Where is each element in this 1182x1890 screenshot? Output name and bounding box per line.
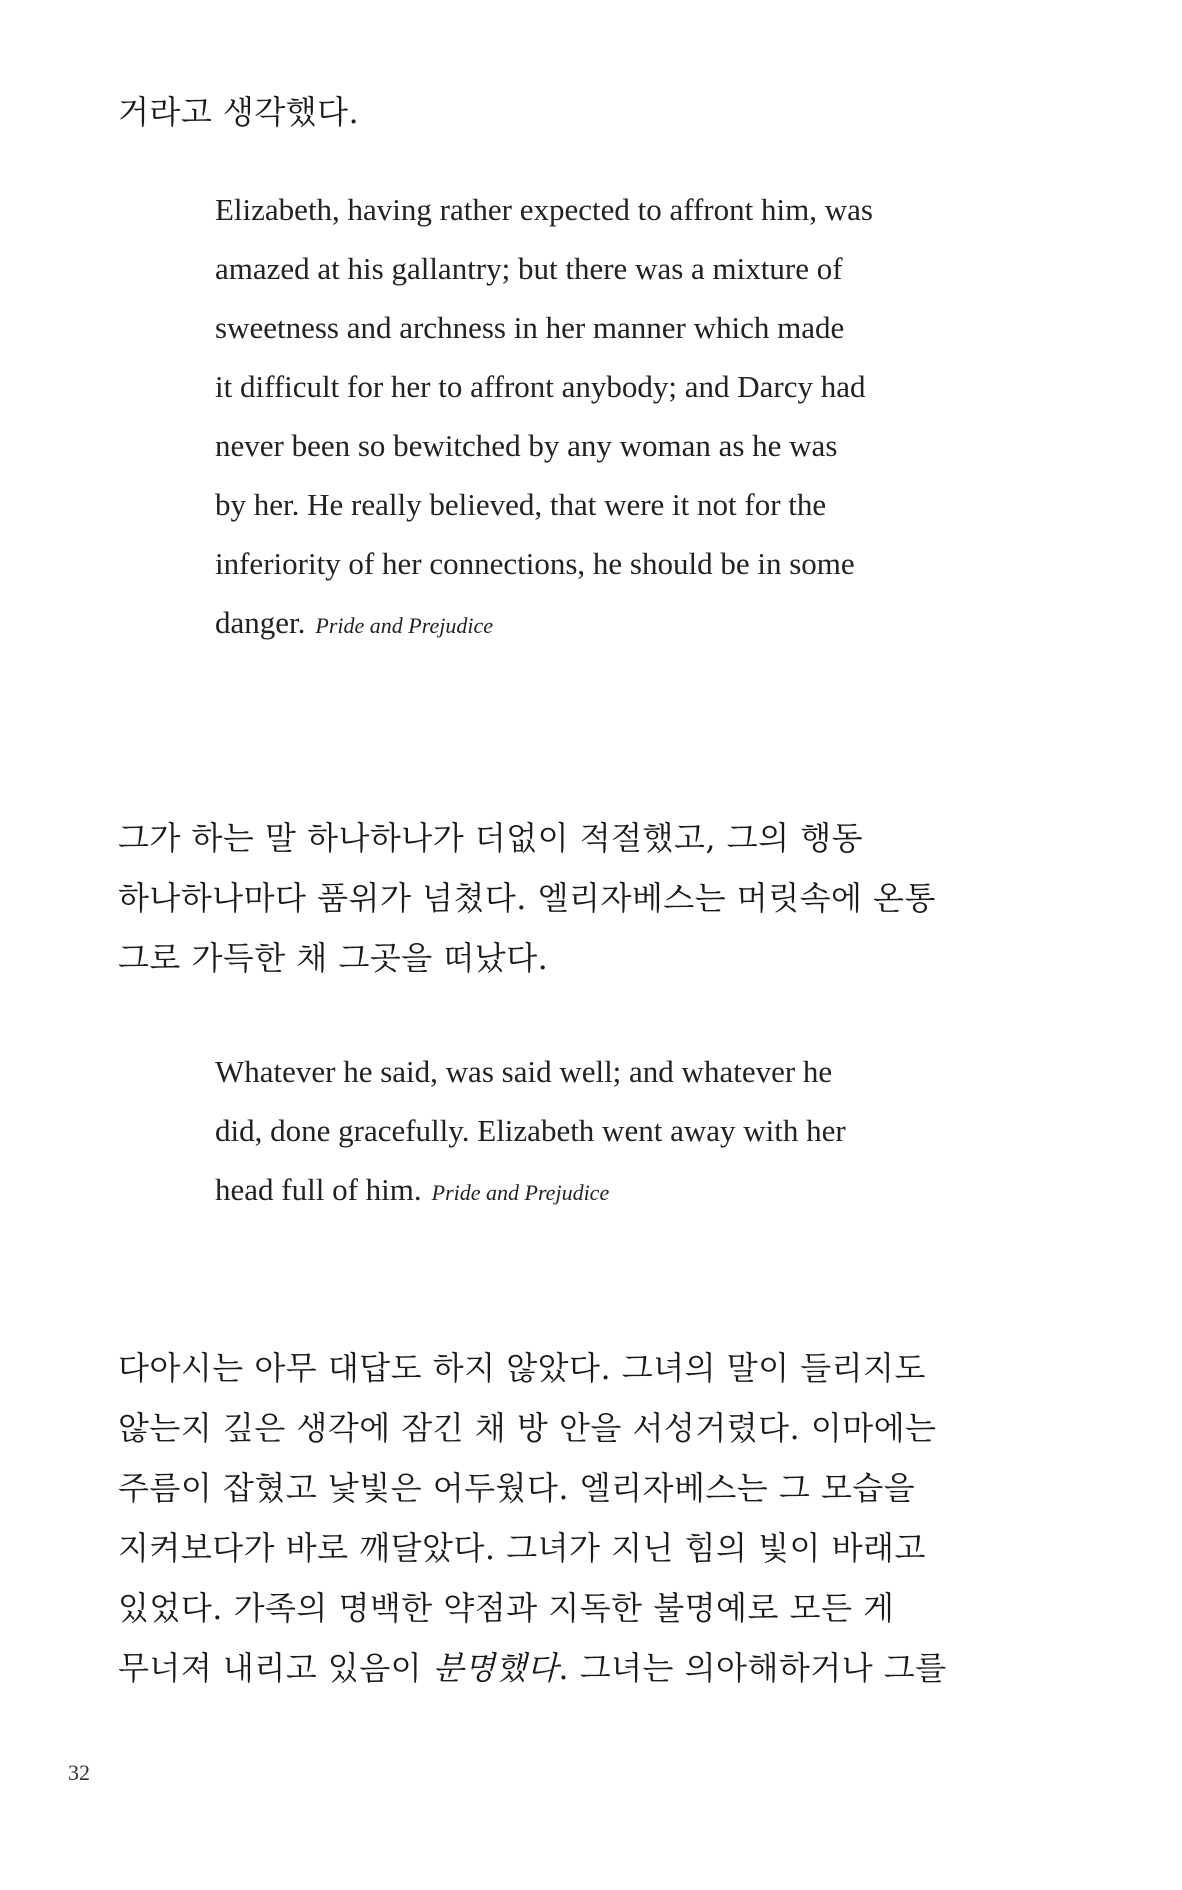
korean-line: 않는지 깊은 생각에 잠긴 채 방 안을 서성거렸다. 이마에는: [118, 1409, 937, 1447]
english-line: Whatever he said, was said well; and whatever he: [215, 1054, 833, 1089]
korean-line: 하나하나마다 품위가 넘쳤다. 엘리자베스는 머릿속에 온통: [118, 879, 936, 917]
korean-paragraph: [118, 808, 938, 988]
english-quote: [215, 1042, 975, 1222]
korean-text: 무너져 내리고 있음이: [118, 1649, 433, 1687]
english-line-last: [215, 593, 975, 655]
english-line: did, done gracefully. Elizabeth went away with her: [215, 1113, 846, 1148]
english-line-last: [215, 1160, 975, 1222]
korean-line: 그가 하는 말 하나하나가 더없이 적절했고, 그의 행동: [118, 819, 864, 857]
source-citation: Pride and Prejudice: [315, 613, 493, 638]
korean-line-last: [118, 1638, 947, 1698]
english-line: Elizabeth, having rather expected to affront him, was: [215, 192, 873, 227]
english-text: danger.: [215, 605, 306, 640]
english-line: never been so bewitched by any woman as he was: [215, 428, 838, 463]
english-line: by her. He really believed, that were it not for the: [215, 487, 827, 522]
korean-text: . 그녀는 의아해하거나 그를: [558, 1649, 947, 1687]
korean-line: 있었다. 가족의 명백한 약점과 지독한 불명예로 모든 게: [118, 1589, 895, 1627]
english-line: amazed at his gallantry; but there was a mixture of: [215, 251, 843, 286]
korean-line: 주름이 잡혔고 낯빛은 어두웠다. 엘리자베스는 그 모습을: [118, 1469, 916, 1507]
page-number: 32: [68, 1760, 90, 1785]
korean-line: 거라고 생각했다.: [118, 93, 360, 131]
emphasized-text: 분명했다: [432, 1649, 559, 1687]
korean-paragraph: [118, 82, 938, 142]
english-line: inferiority of her connections, he should be in some: [215, 546, 855, 581]
english-quote: [215, 180, 975, 655]
korean-line: 그로 가득한 채 그곳을 떠났다.: [118, 939, 549, 977]
korean-paragraph: [118, 1338, 947, 1698]
english-text: head full of him.: [215, 1172, 422, 1207]
english-line: it difficult for her to affront anybody; and Darcy had: [215, 369, 866, 404]
korean-line: 다아시는 아무 대답도 하지 않았다. 그녀의 말이 들리지도: [118, 1349, 926, 1387]
korean-line: 지켜보다가 바로 깨달았다. 그녀가 지닌 힘의 빛이 바래고: [118, 1529, 926, 1567]
english-line: sweetness and archness in her manner which made: [215, 310, 845, 345]
source-citation: Pride and Prejudice: [431, 1180, 610, 1205]
